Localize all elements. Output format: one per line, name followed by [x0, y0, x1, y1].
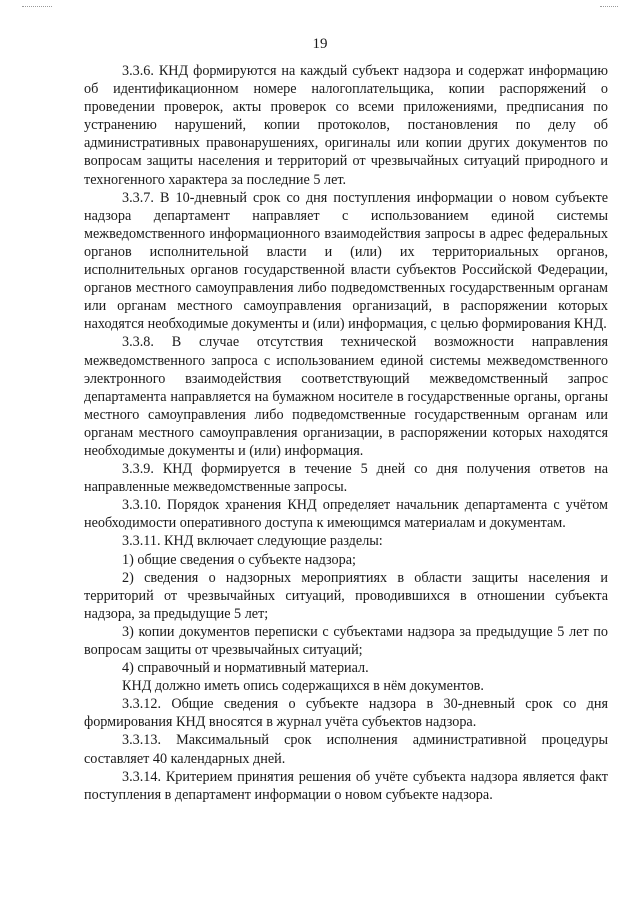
document-body: [84, 62, 608, 804]
paragraph-3-3-12: 3.3.12. Общие сведения о субъекте надзора в 30-дневный срок со дня формирования КНД вносятся в журнал учёта субъектов надзора.: [84, 696, 608, 731]
page-number: 19: [312, 36, 328, 52]
paragraph-3-3-8: 3.3.8. В случае отсутствия технической возможности направления межведомственного запроса с использованием единой системы межведомственного электронного взаимодействия соответствующий межведомственный запрос департамента направляется на бумажном носителе в государственные органы, органы местного самоуправления либо подведомственные государственным органам или органам местного самоуправления организации, в распоряжении которых находятся необходимые документы и (или) информация.: [84, 334, 608, 459]
list-item-2: 2) сведения о надзорных мероприятиях в области защиты населения и территорий от чрезвычайных ситуаций, проводившихся в отношении субъекта надзора, за предыдущие 5 лет;: [84, 569, 608, 622]
paragraph-3-3-6: 3.3.6. КНД формируются на каждый субъект надзора и содержат информацию об идентификационном номере налогоплательщика, копии распоряжений о проведении проверок, акты проверок со всеми приложениями, предписания по устранению нарушений, копии протоколов, постановления по делу об административных правонарушениях, оригиналы или копии других документов по вопросам защиты населения и территорий от чрезвычайных ситуаций природного и техногенного характера за последние 5 лет.: [84, 63, 608, 188]
list-item-4: 4) справочный и нормативный материал.: [122, 660, 369, 677]
inventory-note: КНД должно иметь опись содержащихся в нём документов.: [122, 678, 484, 695]
paragraph-3-3-10: 3.3.10. Порядок хранения КНД определяет начальник департамента с учётом необходимости оперативного доступа к имеющимся материалам и документам.: [84, 497, 608, 532]
paragraph-3-3-14: 3.3.14. Критерием принятия решения об учёте субъекта надзора является факт поступления в департамент информации о новом субъекте надзора.: [84, 768, 608, 803]
paragraph-3-3-7: 3.3.7. В 10-дневный срок со дня поступления информации о новом субъекте надзора департамент направляет с использованием единой системы межведомственного информационного взаимодействия запросы в адрес федеральных органов исполнительной власти и (или) их территориальных органов, исполнительных органов государственной власти субъектов Российской Федерации, органов местного самоуправления либо подведомственных государственным органам или органам местного самоуправления организаций, в распоряжении которых находятся необходимые документы и (или) информация, с целью формирования КНД.: [84, 189, 608, 333]
paragraph-3-3-13: 3.3.13. Максимальный срок исполнения административной процедуры составляет 40 календарных дней.: [84, 732, 608, 767]
scan-artifact: [600, 6, 618, 8]
paragraph-3-3-11: 3.3.11. КНД включает следующие разделы:: [122, 533, 383, 550]
paragraph-3-3-9: 3.3.9. КНД формируется в течение 5 дней со дня получения ответов на направленные межведомственные запросы.: [84, 461, 608, 496]
scan-artifact: [22, 6, 52, 8]
list-item-1: 1) общие сведения о субъекте надзора;: [122, 551, 356, 568]
list-item-3: 3) копии документов переписки с субъектами надзора за предыдущие 5 лет по вопросам защиты от чрезвычайных ситуаций;: [84, 623, 608, 658]
